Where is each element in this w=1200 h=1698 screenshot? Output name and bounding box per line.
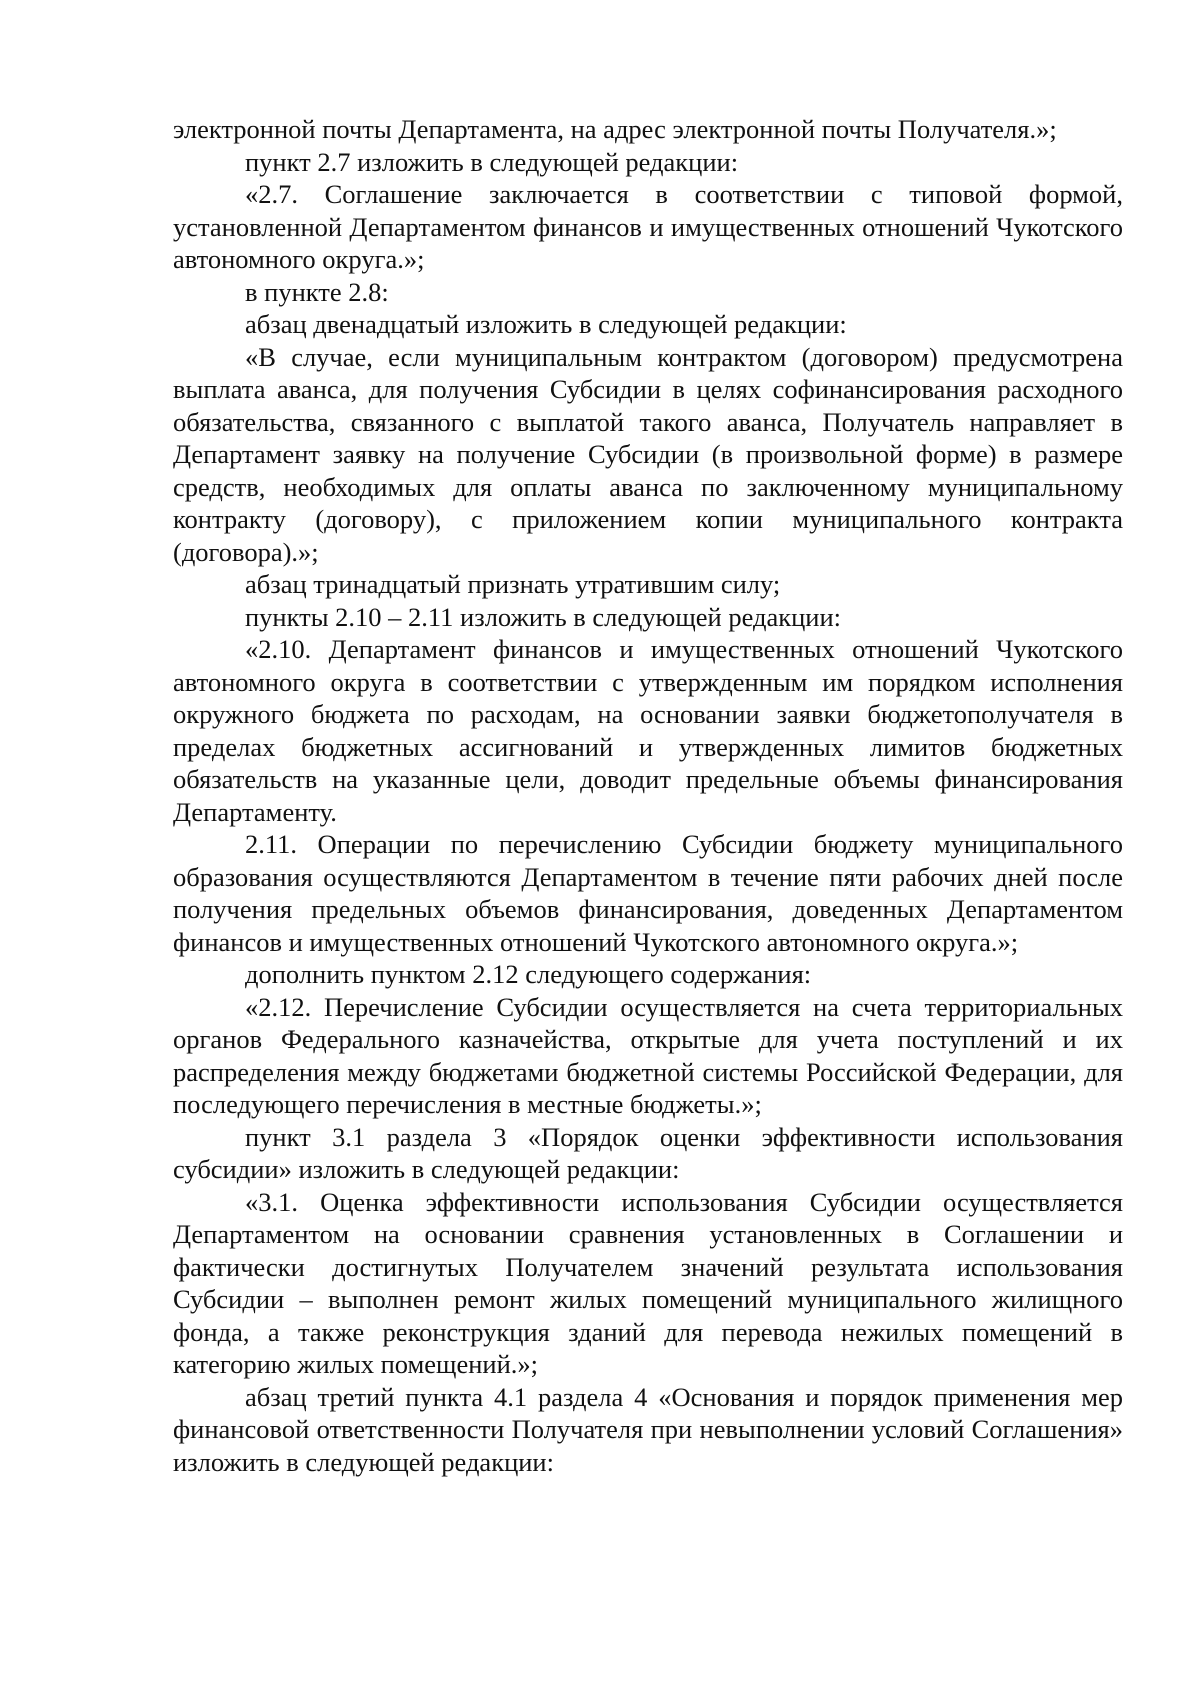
- paragraph-item-2-7-intro: пункт 2.7 изложить в следующей редакции:: [245, 146, 739, 177]
- paragraph-continuation: электронной почты Департамента, на адрес электронной почты Получателя.»;: [173, 114, 1057, 144]
- paragraph-item-2-8-intro: в пункте 2.8:: [245, 276, 389, 307]
- paragraph-abzac-13: абзац тринадцатый признать утратившим силу;: [245, 569, 781, 599]
- paragraph-item-4-1-intro: абзац третий пункта 4.1 раздела 4 «Основания и порядок применения мер финансовой ответственности Получателя при невыполнении условий Соглашения» изложить в следующей редакции:: [173, 1381, 1123, 1477]
- paragraph-item-2-7-text: «2.7. Соглашение заключается в соответствии с типовой формой, установленной Департаментом финансов и имущественных отношений Чукотского автономного округа.»;: [173, 179, 1123, 274]
- paragraph-items-2-10-2-11-intro: пункты 2.10 – 2.11 изложить в следующей редакции:: [245, 601, 842, 632]
- paragraph-abzac-12-text: «В случае, если муниципальным контрактом (договором) предусмотрена выплата аванса, для получения Субсидии в целях софинансирования расходного обязательства, связанного с выплатой такого аванса, Получатель направляет в Департамент заявку на получение Субсидии (в произвольной форме) в размере средств, необходимых для оплаты аванса по заключенному муниципальному контракту (договору), с приложением копии муниципального контракта (договора).»;: [173, 341, 1123, 567]
- paragraph-item-3-1-text: «3.1. Оценка эффективности использования Субсидии осуществляется Департаментом на основании сравнения установленных в Соглашении и фактически достигнутых Получателем значений результата использования Субсидии – выполнен ремонт жилых помещений муниципального жилищного фонда, а также реконструкция зданий для перевода нежилых помещений в категорию жилых помещений.»;: [173, 1186, 1123, 1379]
- paragraph-abzac-12-intro: абзац двенадцатый изложить в следующей редакции:: [245, 309, 847, 339]
- paragraph-item-2-11-text: 2.11. Операции по перечислению Субсидии бюджету муниципального образования осуществляются Департаментом в течение пяти рабочих дней после получения предельных объемов финансирования, доведенных Департаментом финансов и имущественных отношений Чукотского автономного округа.»;: [173, 829, 1123, 957]
- document-page: [173, 113, 1123, 1478]
- paragraph-item-2-12-text: «2.12. Перечисление Субсидии осуществляется на счета территориальных органов Федерального казначейства, открытые для учета поступлений и их распределения между бюджетами бюджетной системы Российской Федерации, для последующего перечисления в местные бюджеты.»;: [173, 991, 1123, 1119]
- paragraph-item-2-10-text: «2.10. Департамент финансов и имущественных отношений Чукотского автономного округа в соответствии с утвержденным им порядком исполнения окружного бюджета по расходам, на основании заявки бюджетополучателя в пределах бюджетных ассигнований и утвержденных лимитов бюджетных обязательств на указанные цели, доводит предельные объемы финансирования Департаменту.: [173, 634, 1123, 827]
- paragraph-item-2-12-intro: дополнить пунктом 2.12 следующего содержания:: [245, 959, 812, 989]
- paragraph-item-3-1-intro: пункт 3.1 раздела 3 «Порядок оценки эффективности использования субсидии» изложить в следующей редакции:: [173, 1121, 1123, 1184]
